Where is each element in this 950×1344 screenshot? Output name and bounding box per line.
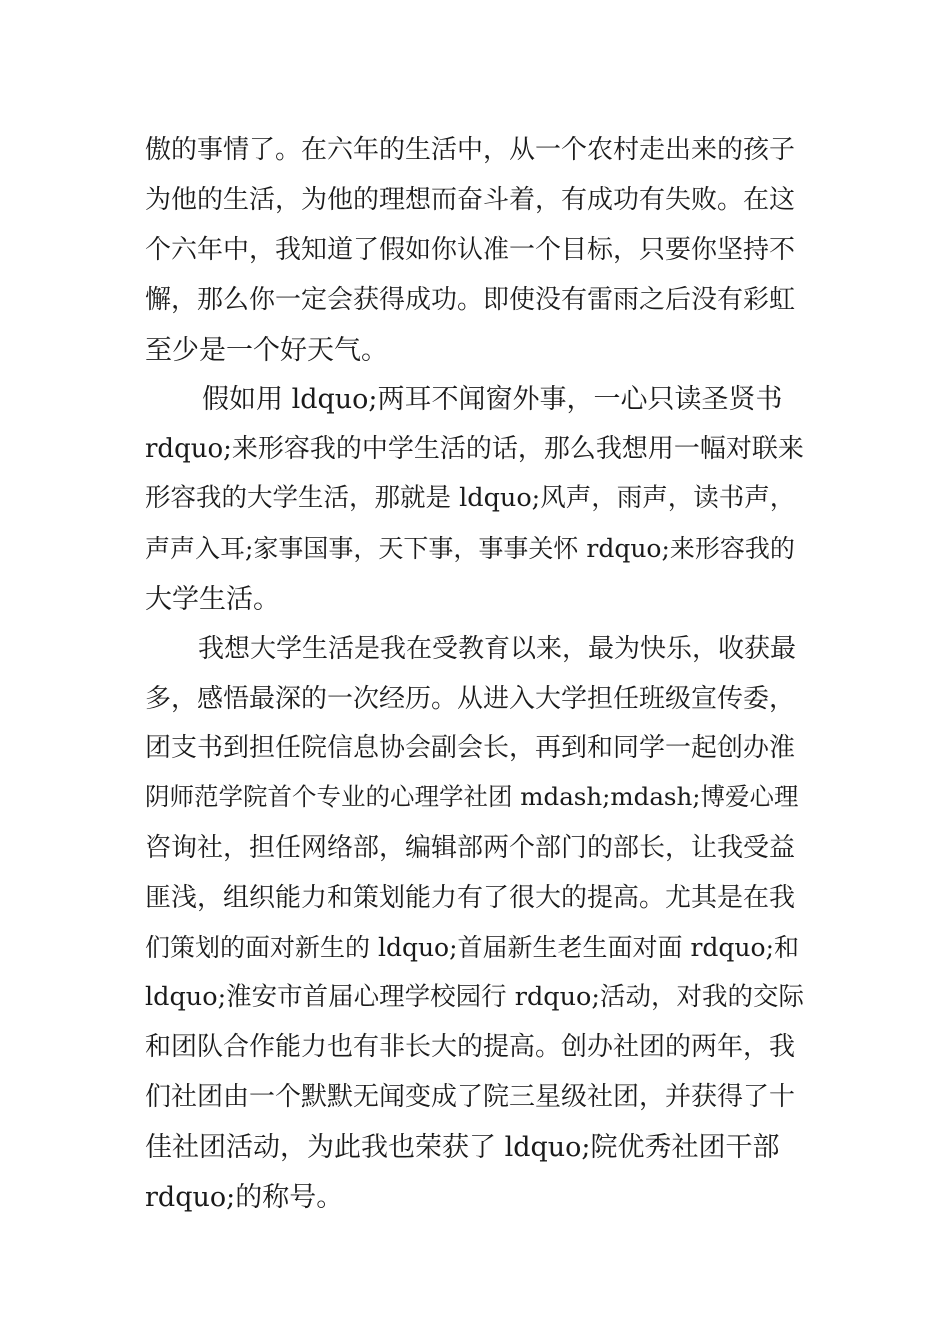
text-line: 我想大学生活是我在受教育以来，最为快乐，收获最 xyxy=(198,634,797,664)
text-line: 匪浅，组织能力和策划能力有了很大的提高。尤其是在我 xyxy=(145,883,796,913)
text-line: 们社团由一个默默无闻变成了院三星级社团，并获得了十 xyxy=(145,1082,796,1112)
text-line: 咨询社，担任网络部，编辑部两个部门的部长，让我受益 xyxy=(145,833,796,863)
text-line: 们策划的面对新生的 ldquo;首届新生老生面对面 rdquo;和 xyxy=(145,933,800,962)
text-line: 多，感悟最深的一次经历。从进入大学担任班级宣传委， xyxy=(145,684,796,714)
text-line: rdquo;的称号。 xyxy=(145,1182,344,1213)
text-line: 佳社团活动，为此我也荣获了 ldquo;院优秀社团干部 xyxy=(145,1132,780,1163)
text-line: 至少是一个好天气。 xyxy=(145,335,388,366)
text-line: rdquo;来形容我的中学生活的话，那么我想用一幅对联来 xyxy=(145,434,804,464)
text-line: 团支书到担任院信息协会副会长，再到和同学一起创办淮 xyxy=(145,733,796,763)
text-line: 形容我的大学生活，那就是 ldquo;风声，雨声，读书声， xyxy=(145,483,796,513)
text-line: 假如用 ldquo;两耳不闻窗外事，一心只读圣贤书 xyxy=(202,384,783,415)
text-line: 为他的生活，为他的理想而奋斗着，有成功有失败。在这 xyxy=(145,185,796,215)
text-line: 阴师范学院首个专业的心理学社团 mdash;mdash;博爱心理 xyxy=(145,782,799,811)
text-line: 傲的事情了。在六年的生活中，从一个农村走出来的孩子 xyxy=(145,135,796,165)
text-line: 声声入耳;家事国事，天下事，事事关怀 rdquo;来形容我的 xyxy=(145,534,795,563)
text-line: 大学生活。 xyxy=(145,584,280,615)
text-line: 个六年中，我知道了假如你认准一个目标，只要你坚持不 xyxy=(145,235,796,265)
text-line: 懈，那么你一定会获得成功。即使没有雷雨之后没有彩虹 xyxy=(145,285,796,315)
text-line: 和团队合作能力也有非长大的提高。创办社团的两年，我 xyxy=(145,1032,796,1062)
text-line: ldquo;淮安市首届心理学校园行 rdquo;活动，对我的交际 xyxy=(145,982,804,1012)
